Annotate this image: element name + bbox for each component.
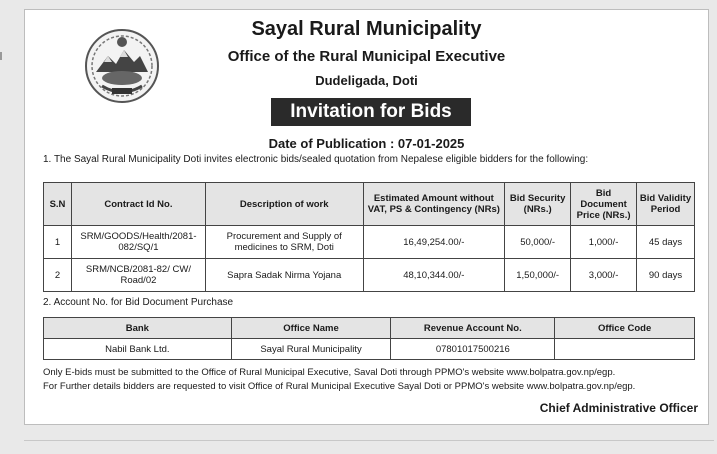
cell-office-code — [555, 339, 695, 360]
cell-estimated-amount: 48,10,344.00/- — [363, 259, 505, 292]
col-header-office-name: Office Name — [231, 318, 391, 339]
signatory: Chief Administrative Officer — [539, 401, 698, 415]
cell-description: Sapra Sadak Nirma Yojana — [205, 259, 363, 292]
account-table-header — [44, 318, 695, 339]
cell-sn: 2 — [44, 259, 72, 292]
account-table — [43, 317, 695, 360]
notice-page — [24, 9, 709, 425]
cell-bank: Nabil Bank Ltd. — [44, 339, 232, 360]
note-line: Only E-bids must be submitted to the Office of Rural Municipal Executive, Saval Doti through PPMO's website www.bolpatra.gov.np/egp. — [43, 367, 616, 378]
col-header-sn: S.N — [44, 183, 72, 226]
col-header-revenue-account: Revenue Account No. — [391, 318, 555, 339]
col-header-document-price: Bid Document Price (NRs.) — [571, 183, 637, 226]
cell-sn: 1 — [44, 226, 72, 259]
col-header-office-code: Office Code — [555, 318, 695, 339]
bids-table-header — [44, 183, 695, 226]
cell-bid-security: 50,000/- — [505, 226, 571, 259]
location-line: Dudeligada, Doti — [315, 73, 418, 88]
cell-document-price: 3,000/- — [571, 259, 637, 292]
col-header-description: Description of work — [205, 183, 363, 226]
cell-document-price: 1,000/- — [571, 226, 637, 259]
table-row — [44, 259, 695, 292]
cell-validity: 90 days — [637, 259, 695, 292]
notes-block — [43, 366, 708, 394]
col-header-validity: Bid Validity Period — [637, 183, 695, 226]
table-row — [44, 226, 695, 259]
col-header-bank: Bank — [44, 318, 232, 339]
table-row — [44, 339, 695, 360]
bids-table — [43, 182, 695, 292]
col-header-contract-id: Contract Id No. — [71, 183, 205, 226]
note-line: For Further details bidders are requested to visit Office of Rural Municipal Executive Sayal Doti or PPMO's website www.bolpatra.gov.np/egp. — [43, 381, 636, 392]
cell-estimated-amount: 16,49,254.00/- — [363, 226, 505, 259]
account-heading: 2. Account No. for Bid Document Purchase — [43, 297, 234, 308]
cell-bid-security: 1,50,000/- — [505, 259, 571, 292]
cell-contract-id: SRM/GOODS/Health/2081-082/SQ/1 — [71, 226, 205, 259]
bottom-divider — [24, 440, 714, 441]
cell-revenue-account: 07801017500216 — [391, 339, 555, 360]
left-edge-mark — [0, 52, 2, 60]
intro-paragraph: 1. The Sayal Rural Municipality Doti invites electronic bids/sealed quotation from Nepalese eligible bidders for the following: — [43, 154, 589, 165]
cell-description: Procurement and Supply of medicines to SRM, Doti — [205, 226, 363, 259]
col-header-estimated-amount: Estimated Amount without VAT, PS & Contingency (NRs) — [363, 183, 505, 226]
publication-date: Date of Publication : 07-01-2025 — [268, 136, 465, 151]
office-subtitle: Office of the Rural Municipal Executive — [227, 48, 506, 65]
invitation-banner: Invitation for Bids — [271, 98, 471, 126]
cell-contract-id: SRM/NCB/2081-82/ CW/ Road/02 — [71, 259, 205, 292]
municipality-title: Sayal Rural Municipality — [251, 18, 482, 40]
col-header-bid-security: Bid Security (NRs.) — [505, 183, 571, 226]
cell-validity: 45 days — [637, 226, 695, 259]
cell-office-name: Sayal Rural Municipality — [231, 339, 391, 360]
